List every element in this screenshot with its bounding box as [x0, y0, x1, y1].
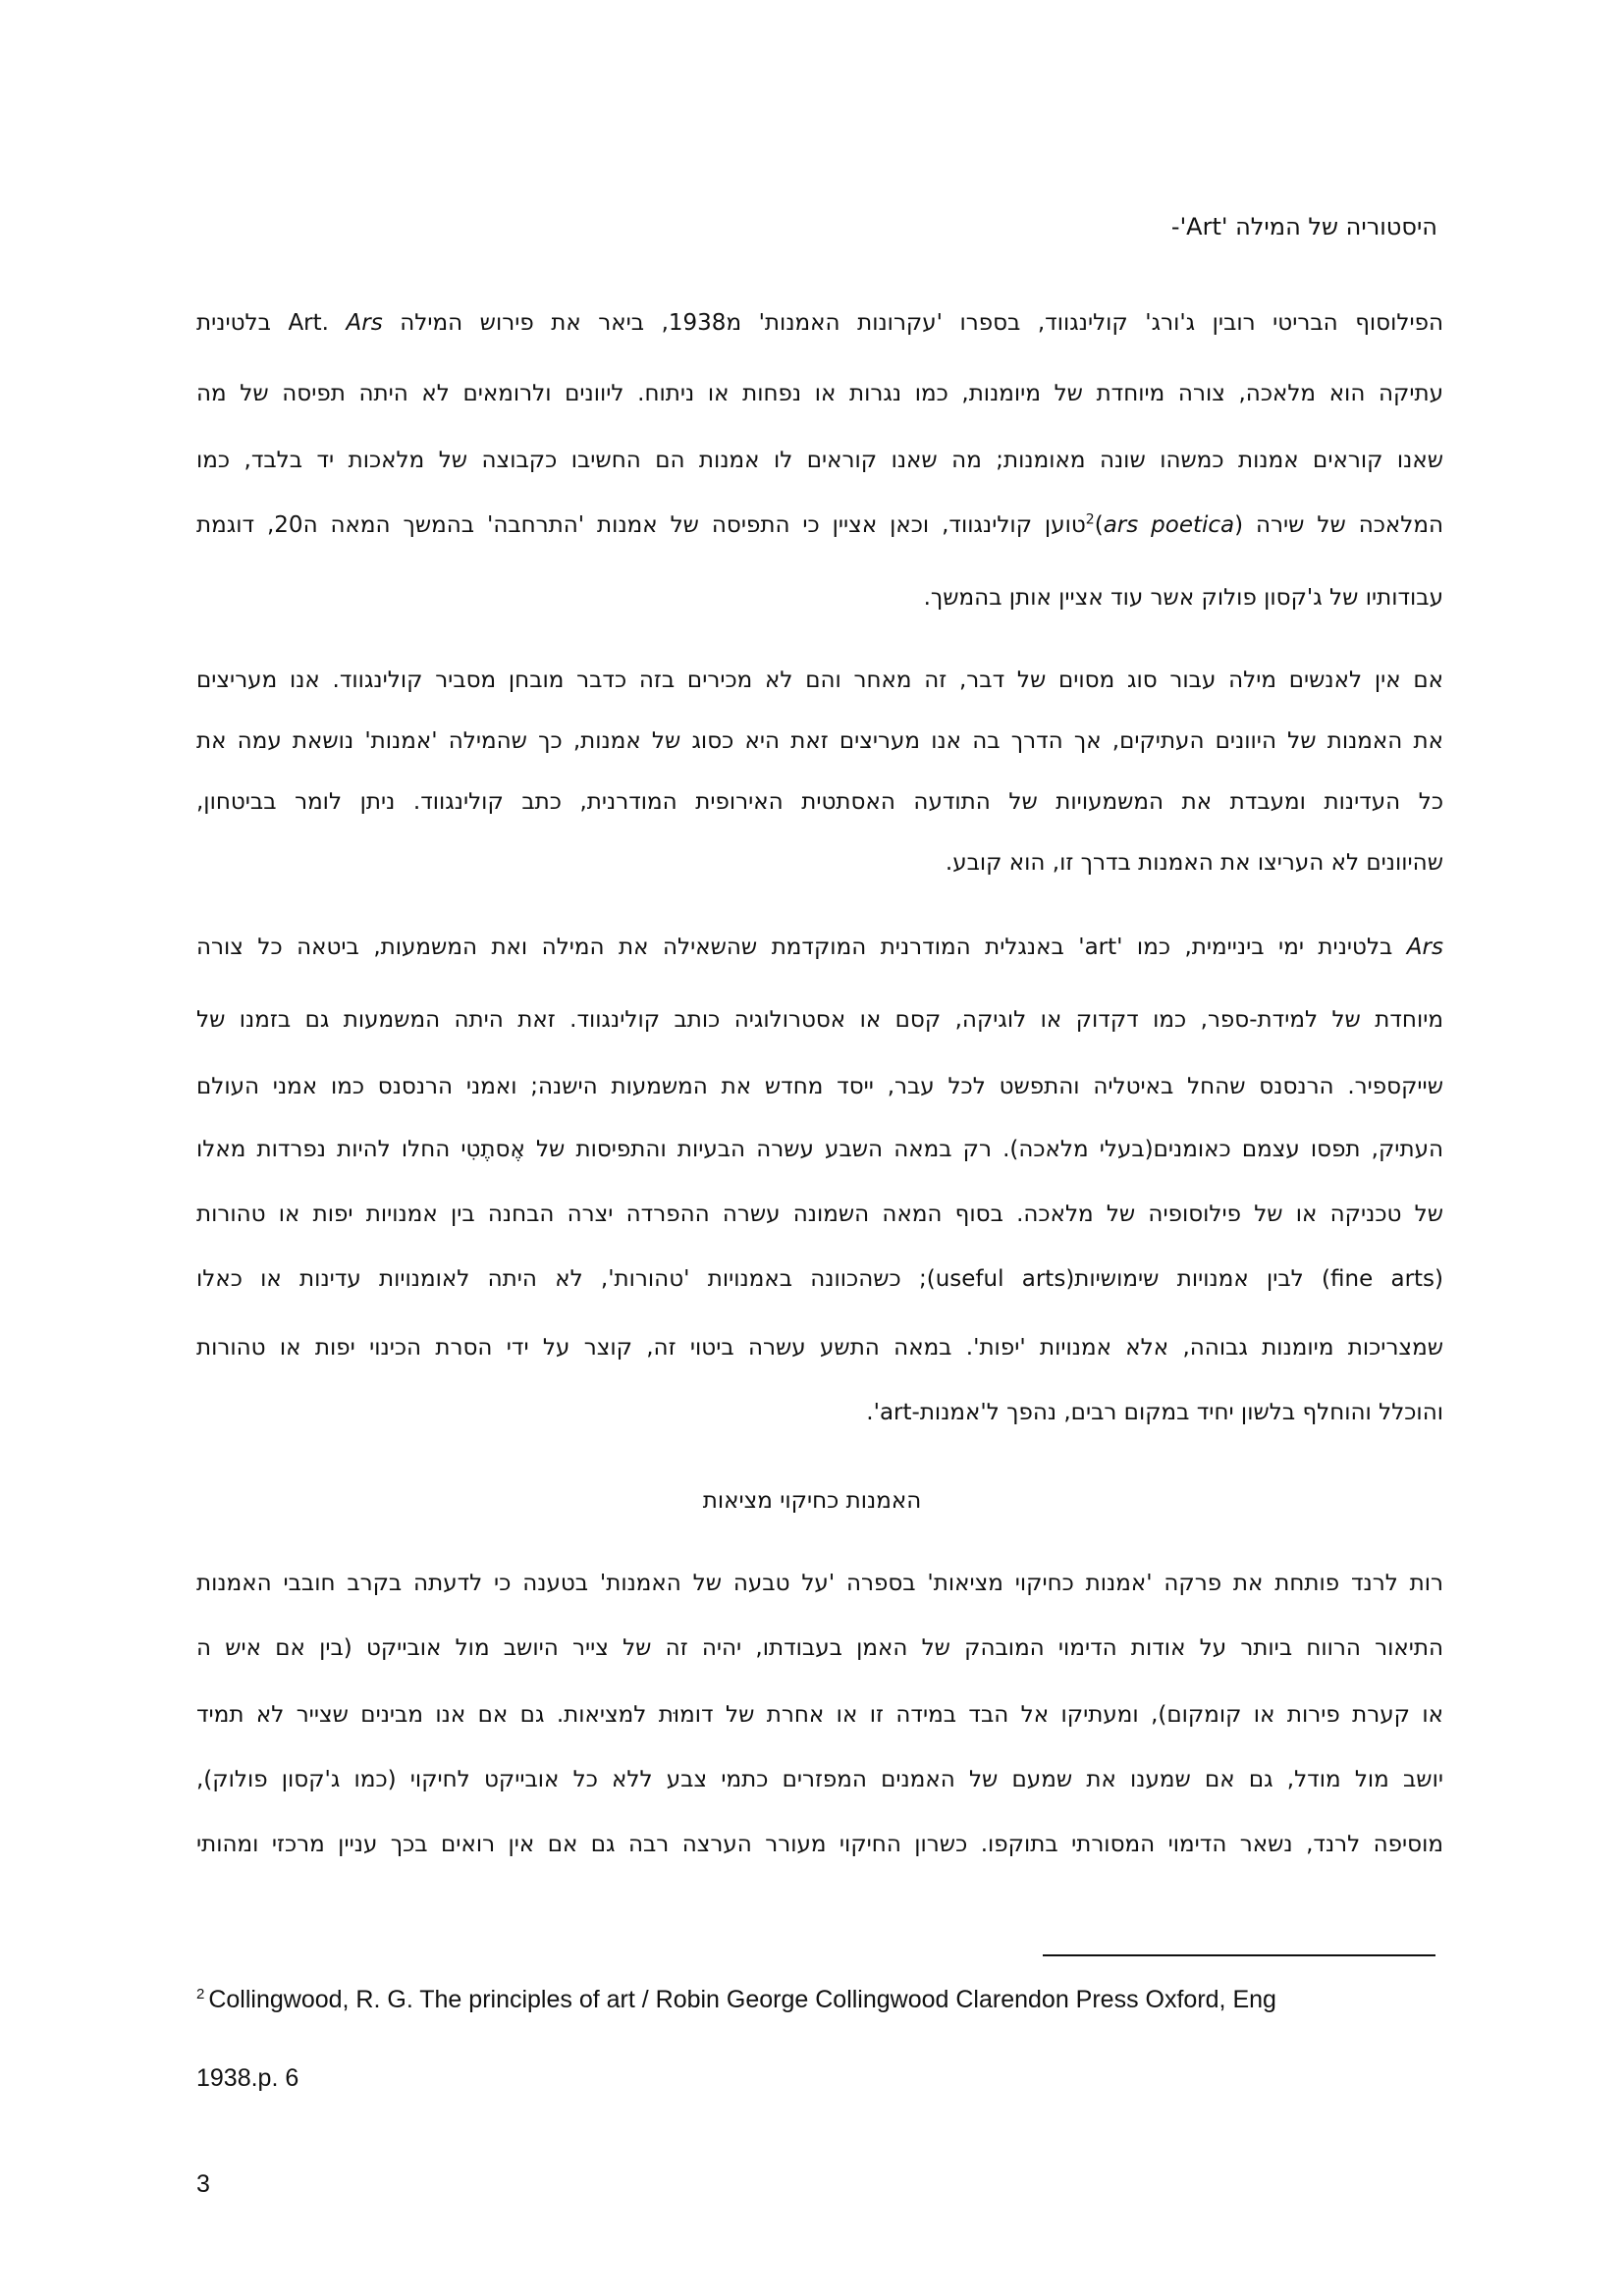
paragraph-2-line-2: את האמנות של היוונים העתיקים, אך הדרך בה אנו מעריצים זאת היא כסוג של אמנות, כך שהמילה 'אמנות' נושאת עמה את: [196, 728, 1443, 754]
paragraph-3-line-8: והוכלל והוחלף בלשון יחיד במקום רבים, נהפך ל'אמנות-art'.: [866, 1400, 1443, 1425]
paragraph-2-line-4: שהיוונים לא העריצו את האמנות בדרך זו, הוא קובע.: [945, 850, 1443, 876]
paragraph-3-line-6: (fine arts) לבין אמנויות שימושיות(useful arts); כשהכוונה באמנויות 'טהורות', לא היתה לאומנויות עדינות או כאלו: [196, 1266, 1444, 1292]
paragraph-3-line-4: העתיק, תפסו עצמם כאומנים(בעלי מלאכה). רק במאה השבע עשרה הבעיות והתפיסות של אֶסתֶטִי החלו להיות נפרדות מאלו: [196, 1137, 1443, 1162]
paragraph-4-line-2: התיאור הרווח ביותר על אודות הדימוי המובהק של האמן בעבודתו, יהיה זה של צייר היושב מול אובייקט (בין אם איש ה: [196, 1635, 1443, 1661]
paragraph-1-line-4-b: ): [1094, 512, 1104, 538]
paragraph-3-line-1: [196, 931, 1443, 964]
footnote-line-1-text: Collingwood, R. G. The principles of art / Robin George Collingwood Clarendon Press Oxford, Eng: [208, 1986, 1276, 2013]
footnote-separator: [1043, 1954, 1435, 1956]
paragraph-1-line-2: עתיקה הוא מלאכה, צורה מיוחדת של מיומנות, כמו נגרות או נפחות או ניתוח. ליוונים ולרומאים לא היתה תפיסה של מה: [196, 381, 1443, 406]
paragraph-4-line-1: רות לרנד פותחת את פרקה 'אמנות כחיקוי מציאות' בספרה 'על טבעה של האמנות' בטענה כי לדעתה בקרב חובבי האמנות: [196, 1571, 1443, 1596]
paragraph-3-line-2: מיוחדת של למידת-ספר, כמו דקדוק או לוגיקה, קסם או אסטרולוגיה כותב קולינגווד. זאת היתה המשמעות גם בזמנו של: [196, 1007, 1443, 1033]
paragraph-2-line-3: כל העדינות ומעבדת את המשמעויות של התודעה האסתטית האירופית המודרנית, כתב קולינגווד. ניתן לומר בביטחון,: [196, 789, 1443, 815]
footnote-line-2: 1938.p. 6: [196, 2064, 299, 2092]
paragraph-1-line-4-a: המלאכה של שירה (: [1234, 512, 1443, 538]
paragraph-1-line-3: שאנו קוראים אמנות כמשהו שונה מאומנות; מה שאנו קוראים לו אמנות הם החשיבו כקבוצה של מלאכות יד בלבד, כמו: [196, 448, 1443, 473]
ars-poetica-italic: ars poetica: [1103, 512, 1235, 538]
ars-italic-2: Ars: [1406, 934, 1443, 960]
page-number: 3: [196, 2170, 210, 2198]
paragraph-1-line-1-text: הפילוסוף הבריטי רובין ג'ורג' קולינגווד, בספרו 'עקרונות האמנות' מ1938, ביאר את פירוש המילה Art.: [288, 310, 1443, 336]
paragraph-1-line-4-c: טוען קולינגווד, וכאן אציין כי התפיסה של אמנות 'התרחבה' בהמשך המאה ה20, דוגמת: [196, 512, 1086, 538]
section-subheading: האמנות כחיקוי מציאות: [702, 1488, 922, 1514]
paragraph-3-line-7: שמצריכות מיומנות גבוהה, אלא אמנויות 'יפות'. במאה התשע עשרה ביטוי זה, קוצר על ידי הסרת הכינוי יפות או טהורות: [196, 1335, 1443, 1361]
paragraph-4-line-3: או קערת פירות או קומקום), ומעתיקו אל הבד במידה זו או אחרת של דומוּת למציאות. גם אם אנו מבינים שצייר לא תמיד: [196, 1702, 1443, 1728]
paragraph-3-line-1-text: בלטינית ימי ביניימית, כמו 'art' באנגלית המודרנית המוקדמת שהשאילה את המילה ואת המשמעות, ביטאה כל צורה: [196, 934, 1407, 960]
paragraph-3-line-3: שייקספיר. הרנסנס שהחל באיטליה והתפשט לכל עבר, ייסד מחדש את המשמעות הישנה; ואמני הרנסנס כמו אמני העולם: [196, 1074, 1443, 1099]
paragraph-1-line-1-end: בלטינית: [196, 310, 289, 336]
page-heading: היסטוריה של המילה 'Art'-: [1170, 213, 1437, 240]
paragraph-1-line-1: [196, 306, 1443, 340]
paragraph-1-line-4: [196, 508, 1443, 542]
paragraph-3-line-5: של טכניקה או של פילוסופיה של מלאכה. בסוף המאה השמונה עשרה ההפרדה יצרה הבחנה בין אמנויות יפות או טהורות: [196, 1201, 1443, 1227]
footnote-reference-2[interactable]: 2: [1085, 511, 1095, 528]
paragraph-4-line-4: יושב מול מודל, גם אם שמענו את שמעם של האמנים המפזרים כתמי צבע ללא כל אובייקט לחיקוי (כמו ג'קסון פולוק),: [196, 1767, 1443, 1792]
footnote-line-1: [196, 1983, 1276, 2016]
paragraph-4-line-5: מוסיפה לרנד, נשאר הדימוי המסורתי בתוקפו. כשרון החיקוי מעורר הערצה רבה גם אם אין רואים בכך עניין מרכזי ומהותי: [196, 1832, 1443, 1857]
paragraph-1-line-5: עבודותיו של ג'קסון פולוק אשר עוד אציין אותן בהמשך.: [923, 585, 1443, 611]
ars-italic: Ars: [346, 310, 383, 336]
paragraph-2-line-1: אם אין לאנשים מילה עבור סוג מסוים של דבר, זה מאחר והם לא מכירים בזה כדבר מובחן מסביר קולינגווד. אנו מעריצים: [196, 667, 1443, 693]
footnote-marker: 2: [196, 1985, 205, 2002]
